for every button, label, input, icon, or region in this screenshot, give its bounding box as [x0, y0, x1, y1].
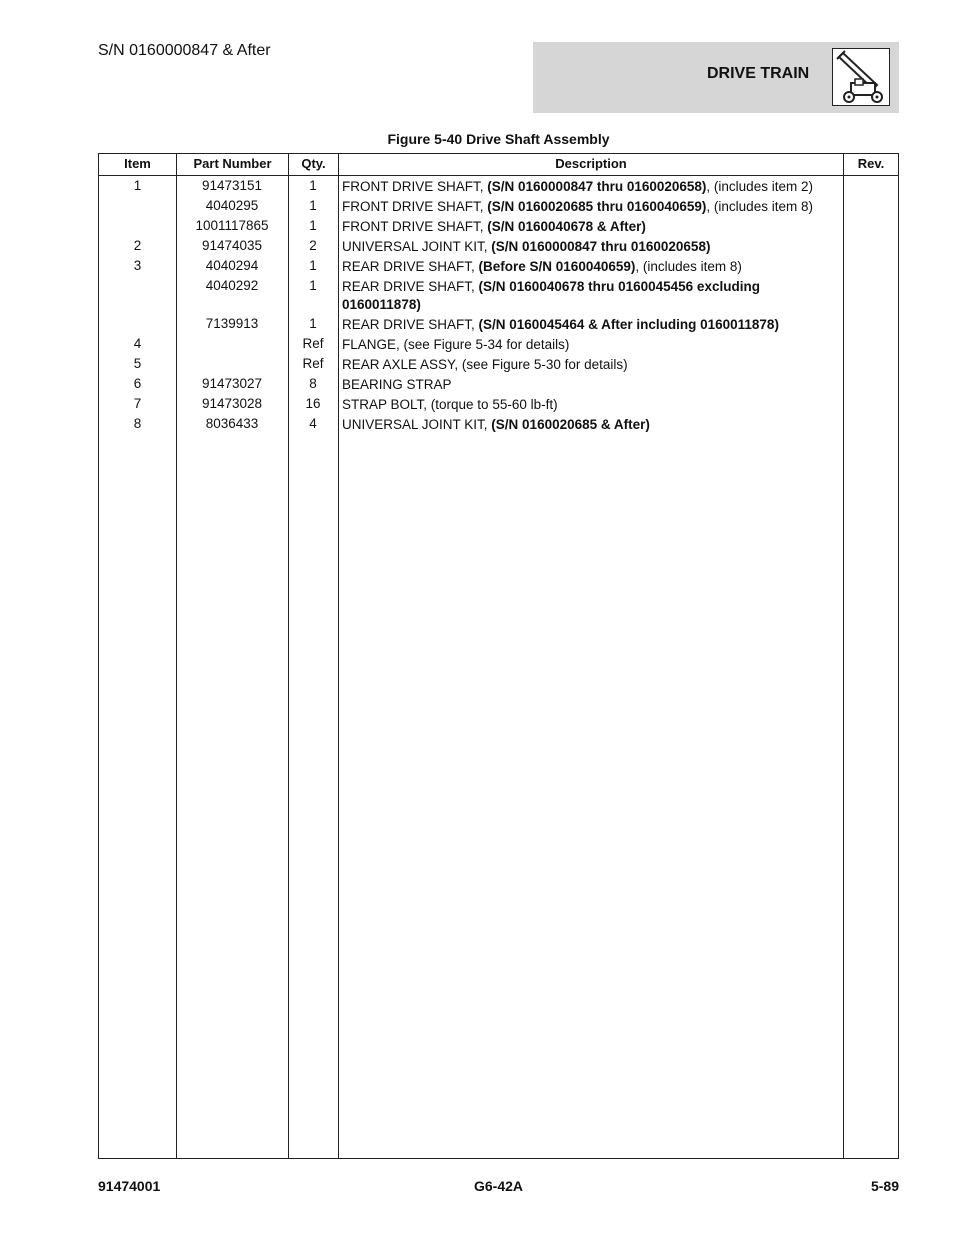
- column-header-qty: Qty.: [301, 156, 326, 171]
- item-cell: 5: [133, 356, 142, 371]
- description-text: FRONT DRIVE SHAFT,: [342, 199, 488, 214]
- qty-cell: 1: [309, 198, 317, 213]
- qty-cell: 8: [309, 376, 317, 391]
- description-cell: [342, 238, 842, 256]
- part-number-cell: 91474035: [201, 238, 263, 253]
- item-cell: 4: [133, 336, 142, 351]
- table-row: [99, 196, 898, 216]
- table-row: [99, 314, 898, 334]
- item-cell: 7: [133, 396, 142, 411]
- item-cell: 1: [133, 178, 142, 193]
- description-cell: [342, 416, 842, 434]
- description-cell: [342, 376, 842, 394]
- qty-cell: 1: [309, 218, 317, 233]
- description-text: UNIVERSAL JOINT KIT,: [342, 417, 492, 432]
- parts-table: [98, 153, 899, 1159]
- description-cell: [342, 258, 842, 276]
- qty-cell: Ref: [302, 356, 324, 371]
- table-row: [99, 176, 898, 196]
- description-text: REAR DRIVE SHAFT,: [342, 279, 479, 294]
- qty-cell: 1: [309, 258, 317, 273]
- description-text: (S/N 0160045464 & After including 0160011878): [478, 317, 779, 332]
- description-text: (S/N 0160040678 thru 0160045456 excluding 0160011878): [342, 279, 760, 312]
- description-text: FRONT DRIVE SHAFT,: [342, 219, 488, 234]
- part-number-cell: 4040294: [205, 258, 259, 273]
- part-number-cell: 1001117865: [195, 218, 269, 233]
- serial-range: S/N 0160000847 & After: [98, 42, 271, 59]
- qty-cell: Ref: [302, 336, 324, 351]
- qty-cell: 1: [309, 178, 317, 193]
- description-text: UNIVERSAL JOINT KIT,: [342, 239, 492, 254]
- qty-cell: 4: [309, 416, 317, 431]
- telehandler-icon: [832, 48, 890, 106]
- table-row: [99, 374, 898, 394]
- description-cell: [342, 198, 842, 216]
- description-text: (S/N 0160000847 thru 0160020658): [487, 179, 707, 194]
- description-text: (S/N 0160020685 & After): [491, 417, 650, 432]
- description-text: (S/N 0160020685 thru 0160040659): [487, 199, 707, 214]
- part-number-cell: 4040292: [205, 278, 259, 293]
- description-text: REAR DRIVE SHAFT,: [342, 317, 479, 332]
- column-header-rev: Rev.: [857, 156, 885, 171]
- table-body: [99, 176, 898, 434]
- description-text: STRAP BOLT, (torque to 55-60 lb-ft): [342, 397, 558, 412]
- part-number-cell: 4040295: [205, 198, 259, 213]
- description-cell: [342, 178, 842, 196]
- column-header-part-number: Part Number: [193, 156, 272, 171]
- footer-model: G6-42A: [473, 1178, 524, 1194]
- description-text: , (includes item 2): [706, 179, 813, 194]
- footer-part-number: 91474001: [98, 1178, 161, 1194]
- description-text: (S/N 0160040678 & After): [487, 219, 646, 234]
- description-cell: [342, 336, 842, 354]
- description-cell: [342, 396, 842, 414]
- table-row: [99, 216, 898, 236]
- part-number-cell: 8036433: [205, 416, 259, 431]
- qty-cell: 1: [309, 316, 317, 331]
- table-row: [99, 334, 898, 354]
- section-title: DRIVE TRAIN: [707, 65, 810, 82]
- description-cell: [342, 356, 842, 374]
- table-row: [99, 276, 898, 314]
- table-row: [99, 394, 898, 414]
- part-number-cell: 91473151: [201, 178, 263, 193]
- description-cell: [342, 316, 842, 334]
- part-number-cell: 91473028: [201, 396, 263, 411]
- item-cell: 3: [133, 258, 142, 273]
- qty-cell: 2: [309, 238, 317, 253]
- description-text: REAR DRIVE SHAFT,: [342, 259, 479, 274]
- description-cell: [342, 218, 842, 236]
- description-cell: [342, 278, 842, 314]
- description-text: , (includes item 8): [635, 259, 742, 274]
- table-row: [99, 414, 898, 434]
- description-text: FRONT DRIVE SHAFT,: [342, 179, 488, 194]
- item-cell: 6: [133, 376, 142, 391]
- qty-cell: 1: [309, 278, 317, 293]
- part-number-cell: 91473027: [201, 376, 263, 391]
- description-text: , (includes item 8): [706, 199, 813, 214]
- description-text: (S/N 0160000847 thru 0160020658): [491, 239, 711, 254]
- figure-title: Figure 5-40 Drive Shaft Assembly: [387, 131, 610, 147]
- description-text: (Before S/N 0160040659): [478, 259, 636, 274]
- description-text: FLANGE, (see Figure 5-34 for details): [342, 337, 570, 352]
- table-row: [99, 256, 898, 276]
- part-number-cell: 7139913: [205, 316, 259, 331]
- qty-cell: 16: [305, 396, 321, 411]
- item-cell: 2: [133, 238, 142, 253]
- page-number: 5-89: [870, 1178, 899, 1194]
- description-text: REAR AXLE ASSY, (see Figure 5-30 for details): [342, 357, 628, 372]
- column-header-item: Item: [124, 156, 151, 171]
- description-text: BEARING STRAP: [342, 377, 452, 392]
- item-cell: 8: [133, 416, 142, 431]
- table-row: [99, 236, 898, 256]
- table-row: [99, 354, 898, 374]
- column-header-description: Description: [555, 156, 627, 171]
